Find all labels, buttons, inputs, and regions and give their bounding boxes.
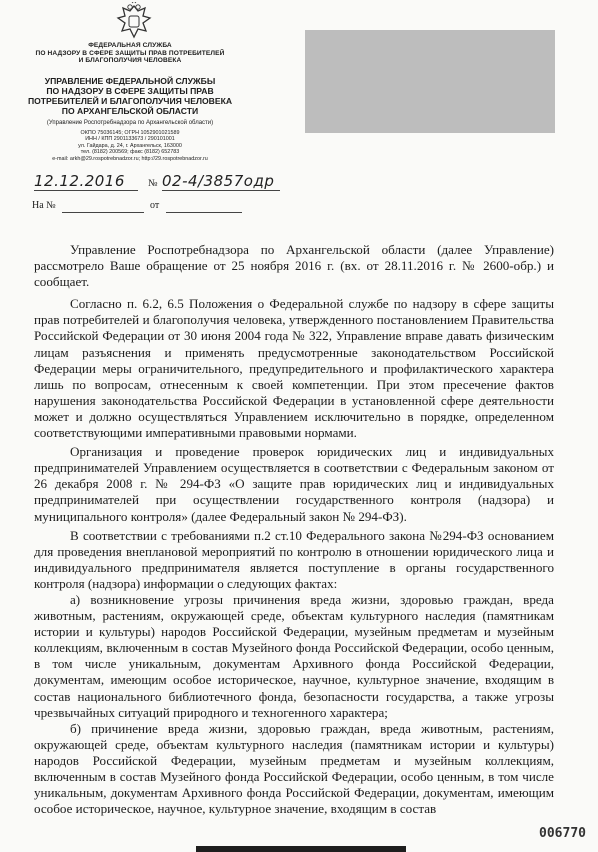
reply-to-number-line: [62, 212, 144, 213]
dept-line-2: ПО НАДЗОРУ В СФЕРЕ ЗАЩИТЫ ПРАВ: [46, 86, 214, 96]
service-line-3: И БЛАГОПОЛУЧИЯ ЧЕЛОВЕКА: [78, 57, 182, 65]
paragraph-4: В соответствии с требованиями п.2 ст.10 Федерального закона №294-ФЗ основанием для проведения внеплановой мероприятий по контролю в отношении юридического лица и индивидуального предпринимателя является поступление в органы государственного контроля (надзора) информации о следующих фактах:: [34, 527, 554, 591]
letter-body: [34, 242, 554, 817]
service-header: [20, 43, 240, 65]
outgoing-date: 12.12.2016: [34, 172, 138, 191]
paragraph-1: Управление Роспотребнадзора по Архангельской области (далее Управление) рассмотрело Ваше обращение от 25 ноября 2016 г. (вх. от 28.11.2016 г. № 2600-обр.) и сообщает.: [34, 242, 554, 290]
okpo-line: ОКПО 75036145; ОГРН 1052901021589: [80, 129, 180, 136]
phones-line: тел. (8182) 200569; факс (8182) 652783: [80, 149, 180, 156]
dept-line-4: ПО АРХАНГЕЛЬСКОЙ ОБЛАСТИ: [61, 106, 199, 116]
service-line-2: ПО НАДЗОРУ В СФЕРЕ ЗАЩИТЫ ПРАВ ПОТРЕБИТЕЛЕЙ: [35, 49, 225, 57]
paragraph-5: а) возникновение угрозы причинения вреда жизни, здоровью граждан, вреда животным, растениям, окружающей среде, объектам культурного наследия (памятникам истории и культуры) народов Российской Федерации, музейным предметам и музейным коллекциям, включенным в состав Музейного фонда Российской Федерации, особо ценным, в том числе уникальным, документам Архивного фонда Российской Федерации, документам, имеющим особое историческое, научное, культурное значение, входящим в состав национального библиотечного фонда, безопасности государства, а также угрозы чрезвычайных ситуаций природного и техногенного характера;: [34, 591, 554, 720]
outgoing-number: 02-4/3857одр: [162, 172, 280, 191]
paragraph-6: б) причинение вреда жизни, здоровью граждан, вреда животным, растениям, окружающей среде, объектам культурного наследия (памятникам истории и культуры) народов Российской Федерации, музейным предметам и музейным коллекциям, включенным в состав Музейного фонда Российской Федерации, особо ценным, в том числе уникальным, документам Архивного фонда Российской Федерации, документам, имеющим особое историческое, научное, культурное значение, входящим в состав: [34, 720, 554, 817]
service-line-1: ФЕДЕРАЛЬНАЯ СЛУЖБА: [88, 42, 172, 49]
address-line: ул. Гайдара, д. 24, г. Архангельск, 163000: [78, 142, 182, 149]
dept-line-1: УПРАВЛЕНИЕ ФЕДЕРАЛЬНОЙ СЛУЖБЫ: [44, 76, 216, 86]
reply-to-number-label: На №: [32, 200, 56, 211]
inn-line: ИНН / КПП 2901133673 / 290101001: [85, 136, 175, 143]
dept-line-3: ПОТРЕБИТЕЛЕЙ И БЛАГОПОЛУЧИЯ ЧЕЛОВЕКА: [27, 96, 233, 106]
reply-to-date-line: [166, 212, 242, 213]
reply-to-date-label: от: [150, 200, 160, 211]
email-line: e-mail: arkh@29.rospotrebnadzor.ru; http://29.rospotrebnadzor.ru: [52, 155, 208, 162]
short-name: (Управление Роспотребнадзора по Архангельской области): [46, 120, 214, 126]
requisites-block: [20, 120, 240, 163]
stamp-number: 006770: [539, 826, 586, 841]
paragraph-2: Согласно п. 6.2, 6.5 Положения о Федеральной службе по надзору в сфере защиты прав потребителей и благополучия человека, утвержденного постановлением Правительства Российской Федерации от 30 июня 2004 года № 322, Управление вправе давать физическим лицам разъяснения и применять предусмотренные законодательством Российской Федерации меры ограничительного, предупредительного и профилактического характера лишь по вопросам, отнесенным к своей компетенции. При этом пресечение фактов нарушения законодательства Российской Федерации в установленной сфере деятельности может и должно осуществляться Управлением исключительно в порядке, определенном соответствующими императивными правовыми нормами.: [34, 296, 554, 441]
paragraph-3: Организация и проведение проверок юридических лиц и индивидуальных предпринимателей Управлением осуществляется в соответствии с Федеральным законом от 26 декабря 2008 г. № 294-ФЗ «О защите прав юридических лиц и индивидуальных предпринимателей при осуществлении государственного контроля (надзора) и муниципального контроля» (далее Федеральный закон № 294-ФЗ).: [34, 444, 554, 524]
redacted-addressee-box: [305, 30, 555, 133]
coat-of-arms-emblem: [112, 2, 156, 42]
scan-bottom-bar: [196, 846, 406, 852]
department-header: [20, 76, 240, 116]
number-prefix: №: [148, 178, 158, 189]
